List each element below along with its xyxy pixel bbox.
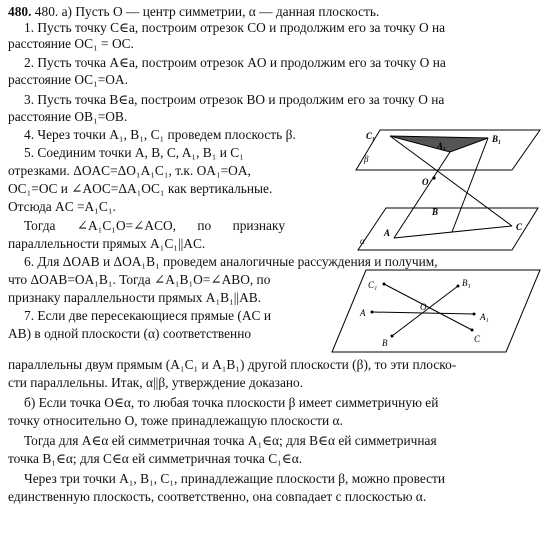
- label-a: A: [360, 308, 366, 318]
- figure-parallel-planes: [352, 122, 542, 257]
- text-line: AB) в одной плоскости (α) соответственно: [8, 326, 252, 341]
- label-b1: B₁: [462, 278, 471, 288]
- label-c1: C₁: [366, 131, 376, 141]
- text-line: 4. Через точки A₁, B₁, C₁ проведем плоскость β.: [24, 127, 296, 142]
- text-line: 480. а) Пусть O — центр симметрии, α — данная плоскость.: [34, 4, 380, 19]
- triangle-abc: [394, 226, 512, 238]
- text-line: отрезками. ΔOAC=ΔO₁A₁C₁, т.к. OA₁=OA,: [8, 163, 251, 178]
- point-b: [391, 335, 394, 338]
- text-line: параллельности прямых A₁C₁||AC.: [8, 236, 206, 251]
- text-line: 2. Пусть точка A∈a, построим отрезок AO и продолжим его за точку O на: [24, 55, 446, 70]
- label-beta: β: [364, 154, 369, 164]
- text-line: точка B₁∈α; для C∈α ей симметричная точка C₁∈α.: [8, 451, 303, 466]
- text-line: точку относительно O, тоже принадлежащую плоскости α.: [8, 413, 343, 428]
- text-line: сти параллельны. Итак, α||β, утверждение доказано.: [8, 375, 304, 390]
- point-a: [371, 311, 374, 314]
- problem-heading: 480. 480. а) Пусть O — центр симметрии, α — данная плоскость.: [8, 4, 380, 19]
- point-o: [432, 176, 435, 179]
- text-line: расстояние OC₁=OA.: [8, 72, 128, 87]
- label-alpha: α: [360, 236, 365, 246]
- text-line: признаку параллельности прямых A₁B₁||AB.: [8, 290, 262, 305]
- point-a1: [473, 313, 476, 316]
- label-o: O: [422, 177, 429, 187]
- segment-bb1: [452, 138, 488, 232]
- label-a: A: [384, 228, 391, 238]
- point-b1: [457, 285, 460, 288]
- text-line: 3. Пусть точка B∈a, построим отрезок BO и продолжим его за точку O на: [24, 92, 445, 107]
- line-cc1: [384, 284, 472, 330]
- text-line: 5. Соединим точки A, B, C, A₁, B₁ и C₁: [24, 145, 244, 160]
- label-c: C: [516, 222, 523, 232]
- point-c1: [383, 283, 386, 286]
- label-c1: C₁: [368, 280, 378, 290]
- text-line: единственную плоскость, соответственно, она совпадает с плоскостью α.: [8, 489, 427, 504]
- label-o: O: [420, 302, 427, 312]
- label-a1: A₁: [480, 312, 489, 322]
- segment-aa1: [394, 152, 450, 238]
- label-b: B: [432, 207, 439, 217]
- figure-intersecting-lines: [326, 264, 546, 359]
- text-line: расстояние OC₁ = OC.: [8, 36, 134, 51]
- text-line: 6. Для ΔOAB и ΔOA₁B₁ проведем аналогичные рассуждения и получим,: [24, 254, 438, 269]
- text-line: Через три точки A₁, B₁, C₁, принадлежащие плоскости β, можно провести: [24, 471, 446, 486]
- label-b1: B₁: [492, 134, 502, 144]
- text-line: б) Если точка O∈α, то любая точка плоскости β имеет симметричную ей: [24, 395, 439, 410]
- label-b: B: [382, 338, 388, 348]
- point-c: [471, 329, 474, 332]
- text-line: что ΔOAB=OA₁B₁. Тогда ∠A₁B₁O=∠ABO, по: [8, 272, 271, 287]
- text-line: 1. Пусть точку C∈a, построим отрезок CO и продолжим его за точку O на: [24, 20, 446, 35]
- text-line: Отсюда AC =A₁C₁.: [8, 199, 116, 214]
- label-a1: A₁: [437, 141, 447, 151]
- text-line: Тогда для A∈α ей симметричная точка A₁∈α; для B∈α ей симметричная: [24, 433, 437, 448]
- text-line: расстояние OB₁=OB.: [8, 109, 128, 124]
- label-c: C: [474, 334, 481, 344]
- text-line: 7. Если две пересекающиеся прямые (AC и: [24, 308, 272, 323]
- text-line: параллельны двум прямым (A₁C₁ и A₁B₁) другой плоскости (β), то эти плоско-: [8, 357, 457, 372]
- text-line: OC₁=OC и ∠AOC=ΔA₁OC₁ как вертикальные.: [8, 181, 273, 196]
- text-line: Тогда ∠A₁C₁O=∠ACO, по признаку: [24, 218, 286, 233]
